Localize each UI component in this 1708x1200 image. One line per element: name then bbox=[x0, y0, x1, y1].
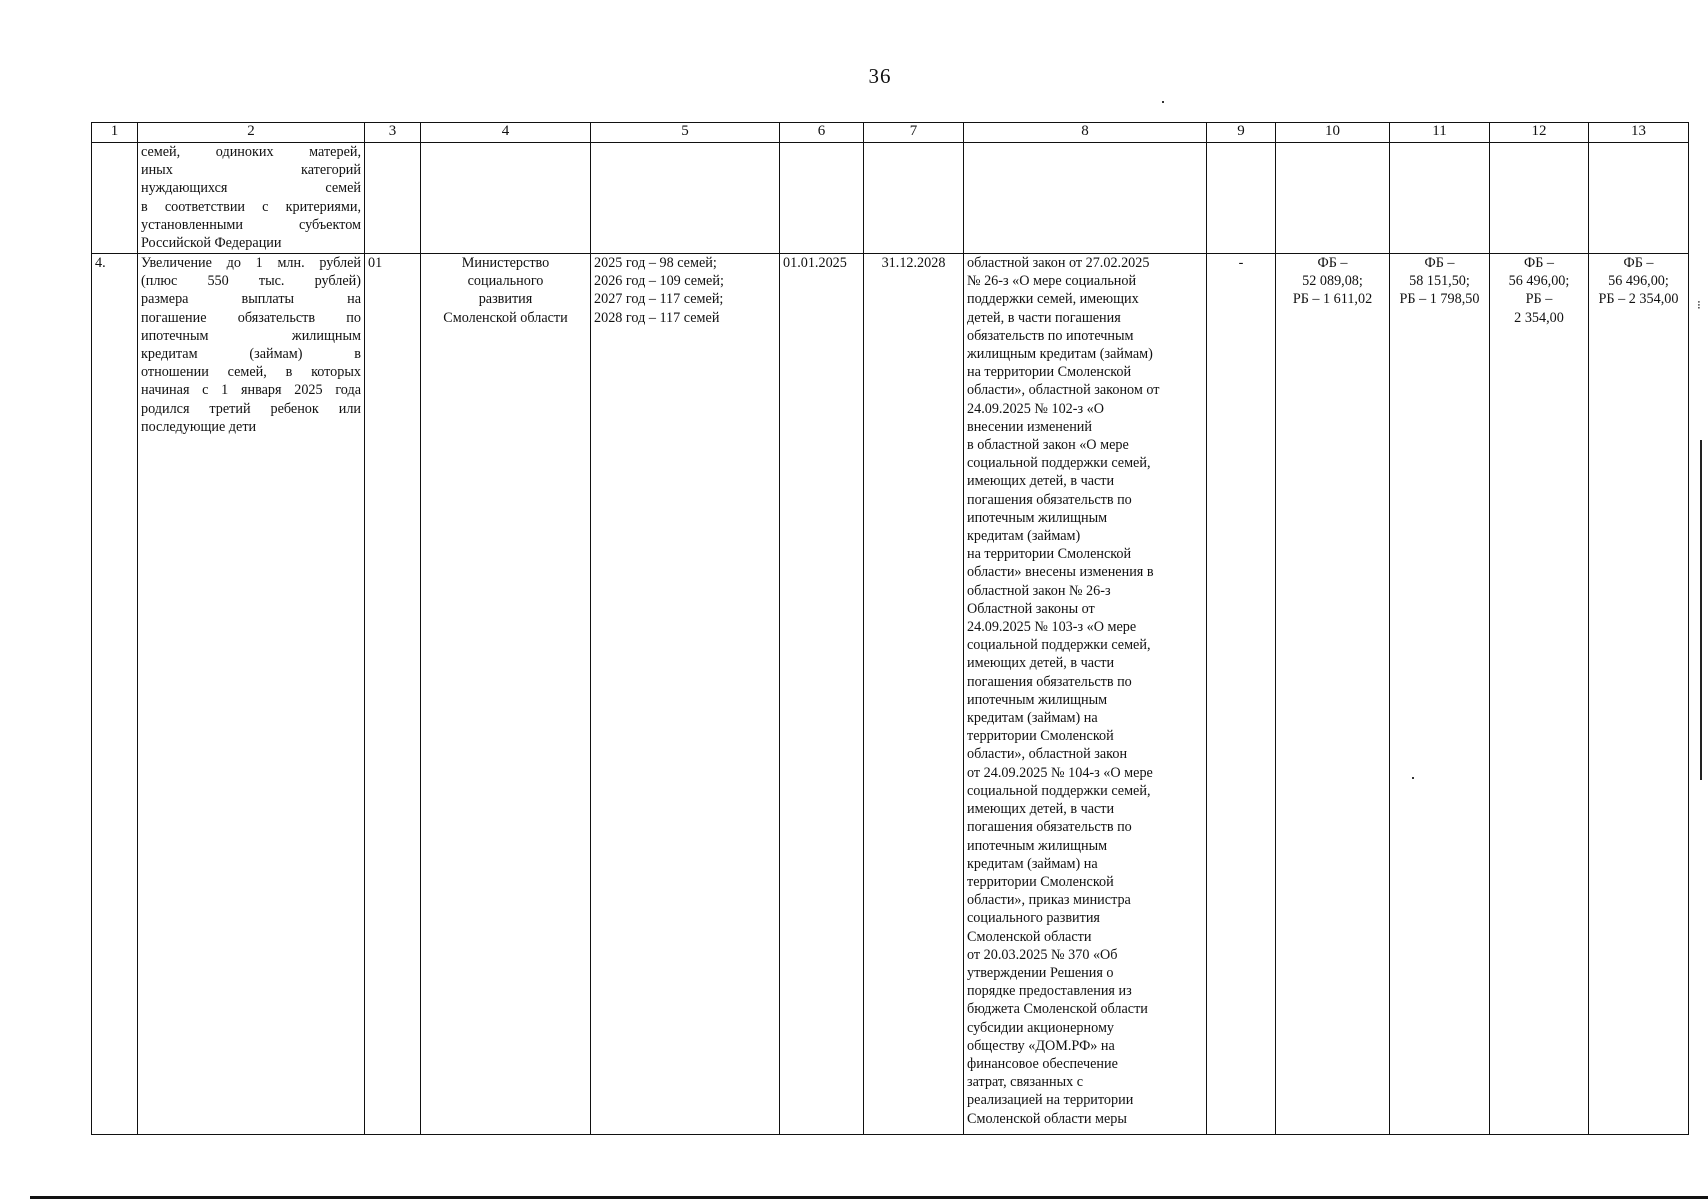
text-line: областной закон от 27.02.2025 bbox=[967, 255, 1150, 271]
header-cell: 11 bbox=[1390, 123, 1490, 143]
cell-empty bbox=[780, 143, 864, 254]
text-line: Смоленской области bbox=[967, 928, 1092, 945]
header-cell: 10 bbox=[1276, 123, 1390, 143]
cell-dash: - bbox=[1207, 254, 1276, 1135]
text-line: погашения обязательств по bbox=[967, 673, 1132, 690]
cell-empty bbox=[591, 143, 780, 254]
text-line: от 20.03.2025 № 370 «Об bbox=[967, 946, 1118, 963]
text-line: (плюс 550 тыс. рублей) bbox=[141, 273, 361, 290]
funding-2026 bbox=[1390, 254, 1490, 1135]
text-line: поддержки семей, имеющих bbox=[967, 291, 1139, 308]
text-line: ФБ – bbox=[1424, 255, 1455, 271]
text-line: кредитам (займам) в bbox=[141, 346, 361, 363]
text-line: кредитам (займам) bbox=[967, 528, 1081, 545]
header-cell: 4 bbox=[421, 123, 591, 143]
cell-empty bbox=[1207, 143, 1276, 254]
text-line: финансовое обеспечение bbox=[967, 1055, 1118, 1072]
cell-empty bbox=[92, 143, 138, 254]
text-line: социальной поддержки семей, bbox=[967, 455, 1151, 472]
text-line: Областной законы от bbox=[967, 600, 1095, 617]
text-line: Увеличение до 1 млн. рублей bbox=[141, 255, 361, 271]
measures-table bbox=[91, 122, 1689, 1135]
text-line: утверждении Решения о bbox=[967, 964, 1114, 981]
text-line: бюджета Смоленской области bbox=[967, 1001, 1148, 1018]
cell-empty bbox=[964, 143, 1207, 254]
funding-2027 bbox=[1490, 254, 1589, 1135]
cell-empty bbox=[1490, 143, 1589, 254]
text-line: социальной поддержки семей, bbox=[967, 637, 1151, 654]
text-line: иных категорий bbox=[141, 162, 361, 179]
text-line: РБ – bbox=[1525, 291, 1553, 308]
text-line: территории Смоленской bbox=[967, 873, 1114, 890]
header-cell: 7 bbox=[864, 123, 964, 143]
text-line: области» внесены изменения в bbox=[967, 564, 1154, 581]
text-line: 2028 год – 117 семей bbox=[594, 309, 720, 326]
text-line: области», областной законом от bbox=[967, 382, 1160, 399]
cell-empty bbox=[1589, 143, 1689, 254]
text-line: РБ – 2 354,00 bbox=[1598, 291, 1679, 308]
end-date: 31.12.2028 bbox=[864, 254, 964, 1135]
measure-description bbox=[138, 254, 365, 1135]
margin-mark: ⁝ bbox=[1697, 298, 1701, 312]
text-line: от 24.09.2025 № 104-з «О мере bbox=[967, 764, 1153, 781]
text-line: последующие дети bbox=[141, 418, 257, 435]
text-line: 2 354,00 bbox=[1514, 309, 1564, 326]
text-line: реализацией на территории bbox=[967, 1092, 1134, 1109]
scan-edge-line bbox=[1700, 440, 1702, 780]
header-cell: 13 bbox=[1589, 123, 1689, 143]
text-line: 2025 год – 98 семей; bbox=[594, 255, 717, 271]
page-number: 36 bbox=[868, 64, 892, 88]
funding-2028 bbox=[1589, 254, 1689, 1135]
text-line: Министерство bbox=[461, 255, 550, 271]
text-line: области», областной закон bbox=[967, 746, 1128, 763]
text-line: Смоленской области bbox=[443, 309, 568, 326]
text-line: территории Смоленской bbox=[967, 728, 1114, 745]
continuation-row bbox=[92, 143, 1689, 254]
text-line: 56 496,00; bbox=[1608, 273, 1669, 290]
text-line: развития bbox=[478, 291, 533, 308]
funding-2025 bbox=[1276, 254, 1390, 1135]
text-line: детей, в части погашения bbox=[967, 309, 1121, 326]
text-line: социального развития bbox=[967, 910, 1100, 927]
row-number: 4. bbox=[92, 254, 138, 1135]
responsible-body bbox=[421, 254, 591, 1135]
header-cell: 8 bbox=[964, 123, 1207, 143]
text-line: РБ – 1 798,50 bbox=[1399, 291, 1480, 308]
text-line: ФБ – bbox=[1623, 255, 1654, 271]
text-line: обществу «ДОМ.РФ» на bbox=[967, 1037, 1115, 1054]
scan-speck bbox=[1162, 101, 1164, 103]
text-line: РБ – 1 611,02 bbox=[1292, 291, 1373, 308]
page-bottom-rule bbox=[30, 1196, 1708, 1199]
text-line: областной закон № 26-з bbox=[967, 582, 1111, 599]
header-cell: 6 bbox=[780, 123, 864, 143]
cell-empty bbox=[365, 143, 421, 254]
header-cell: 1 bbox=[92, 123, 138, 143]
text-line: на территории Смоленской bbox=[967, 364, 1132, 381]
cell-empty bbox=[421, 143, 591, 254]
text-line: на территории Смоленской bbox=[967, 546, 1132, 563]
text-line: 58 151,50; bbox=[1409, 273, 1470, 290]
text-line: обязательств по ипотечным bbox=[967, 327, 1134, 344]
text-line: социальной поддержки семей, bbox=[967, 782, 1151, 799]
text-line: начиная с 1 января 2025 года bbox=[141, 382, 361, 399]
text-line: Российской Федерации bbox=[141, 235, 282, 252]
text-line: Смоленской области меры bbox=[967, 1110, 1127, 1127]
table-row bbox=[92, 254, 1689, 1135]
text-line: внесении изменений bbox=[967, 418, 1092, 435]
header-cell: 3 bbox=[365, 123, 421, 143]
cell-empty bbox=[1390, 143, 1490, 254]
text-line: 24.09.2025 № 102-з «О bbox=[967, 400, 1104, 417]
code-cell: 01 bbox=[365, 254, 421, 1135]
text-line: отношении семей, в которых bbox=[141, 364, 361, 381]
text-line: в областной закон «О мере bbox=[967, 437, 1129, 454]
header-cell: 2 bbox=[138, 123, 365, 143]
text-line: кредитам (займам) на bbox=[967, 710, 1098, 727]
text-line: родился третий ребенок или bbox=[141, 400, 361, 417]
text-line: № 26-з «О мере социальной bbox=[967, 273, 1137, 290]
text-line: погашения обязательств по bbox=[967, 819, 1132, 836]
text-line: 2026 год – 109 семей; bbox=[594, 273, 724, 290]
header-cell: 12 bbox=[1490, 123, 1589, 143]
text-line: погашение обязательств по bbox=[141, 309, 361, 326]
text-line: ФБ – bbox=[1524, 255, 1554, 271]
text-line: ипотечным жилищным bbox=[967, 509, 1108, 526]
continuation-description bbox=[138, 143, 365, 254]
text-line: 2027 год – 117 семей; bbox=[594, 291, 724, 308]
text-line: области», приказ министра bbox=[967, 892, 1131, 909]
text-line: 56 496,00; bbox=[1508, 273, 1570, 290]
header-row bbox=[92, 123, 1689, 143]
text-line: ипотечным жилищным bbox=[141, 327, 361, 344]
text-line: субсидии акционерному bbox=[967, 1019, 1115, 1036]
header-cell: 9 bbox=[1207, 123, 1276, 143]
text-line: семей, одиноких матерей, bbox=[141, 144, 361, 160]
legal-basis bbox=[964, 254, 1207, 1135]
text-line: имеющих детей, в части bbox=[967, 473, 1115, 490]
cell-empty bbox=[864, 143, 964, 254]
target-indicators bbox=[591, 254, 780, 1135]
text-line: затрат, связанных с bbox=[967, 1074, 1084, 1091]
start-date: 01.01.2025 bbox=[780, 254, 864, 1135]
text-line: социального bbox=[467, 273, 544, 290]
text-line: ипотечным жилищным bbox=[967, 691, 1108, 708]
text-line: в соответствии с критериями, bbox=[141, 198, 361, 215]
header-cell: 5 bbox=[591, 123, 780, 143]
text-line: 52 089,08; bbox=[1302, 273, 1363, 290]
cell-empty bbox=[1276, 143, 1390, 254]
text-line: 24.09.2025 № 103-з «О мере bbox=[967, 619, 1137, 636]
text-line: нуждающихся семей bbox=[141, 180, 361, 197]
text-line: порядке предоставления из bbox=[967, 983, 1132, 1000]
text-line: установленными субъектом bbox=[141, 216, 361, 233]
text-line: жилищным кредитам (займам) bbox=[967, 346, 1153, 363]
text-line: имеющих детей, в части bbox=[967, 655, 1115, 672]
text-line: имеющих детей, в части bbox=[967, 801, 1115, 818]
text-line: погашения обязательств по bbox=[967, 491, 1132, 508]
text-line: ФБ – bbox=[1317, 255, 1348, 271]
text-line: размера выплаты на bbox=[141, 291, 361, 308]
text-line: ипотечным жилищным bbox=[967, 837, 1108, 854]
text-line: кредитам (займам) на bbox=[967, 855, 1098, 872]
